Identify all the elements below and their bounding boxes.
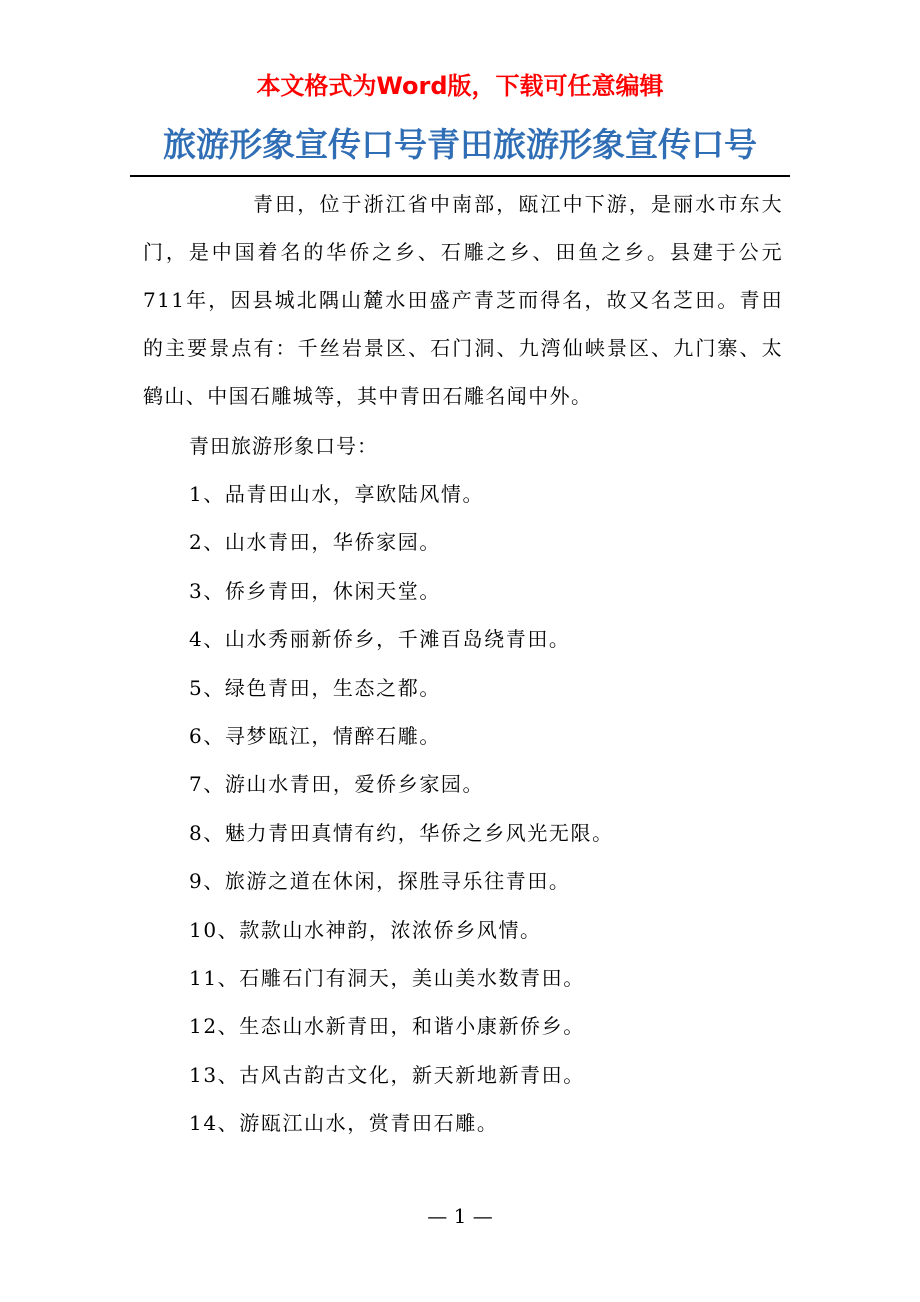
format-notice-banner: 本文格式为Word版，下载可任意编辑: [256, 72, 664, 100]
slogan-item: 3、侨乡青田，休闲天堂。: [189, 578, 441, 603]
slogan-item: 9、旅游之道在休闲，探胜寻乐往青田。: [189, 869, 571, 894]
slogan-item: 12、生态山水新青田，和谐小康新侨乡。: [189, 1014, 585, 1039]
slogan-list: [143, 470, 783, 1148]
slogan-item: 14、游瓯江山水，赏青田石雕。: [189, 1111, 499, 1136]
slogan-item: 1、品青田山水，享欧陆风情。: [189, 482, 485, 506]
intro-paragraph: 青田，位于浙江省中南部，瓯江中下游，是丽水市东大门，是中国着名的华侨之乡、石雕之乡、田鱼之乡。县建于公元711年，因县城北隅山麓水田盛产青芝而得名，故又名芝田。青田的主要景点有：千丝岩景区、石门洞、九湾仙峡景区、九门寨、太鹤山、中国石雕城等，其中青田石雕名闻中外。: [143, 192, 783, 408]
slogan-item: 10、款款山水神韵，浓浓侨乡风情。: [189, 917, 542, 942]
slogan-item: 2、山水青田，华侨家园。: [189, 530, 441, 555]
slogan-heading: 青田旅游形象口号：: [189, 434, 378, 458]
slogan-item: 6、寻梦瓯江，情醉石雕。: [189, 724, 441, 749]
slogan-item: 5、绿色青田，生态之都。: [189, 675, 441, 700]
document-body: [143, 180, 783, 1148]
slogan-item: 8、魅力青田真情有约，华侨之乡风光无限。: [189, 820, 614, 845]
slogan-item: 7、游山水青田，爱侨乡家园。: [189, 772, 485, 797]
slogan-item: 4、山水秀丽新侨乡，千滩百岛绕青田。: [189, 627, 571, 652]
slogan-item: 13、古风古韵古文化，新天新地新青田。: [189, 1062, 585, 1087]
page-number: — 1 —: [427, 1204, 493, 1228]
document-title: 旅游形象宣传口号青田旅游形象宣传口号: [163, 125, 757, 164]
slogan-item: 11、石雕石门有洞天，美山美水数青田。: [189, 966, 585, 991]
title-divider: [130, 175, 790, 177]
